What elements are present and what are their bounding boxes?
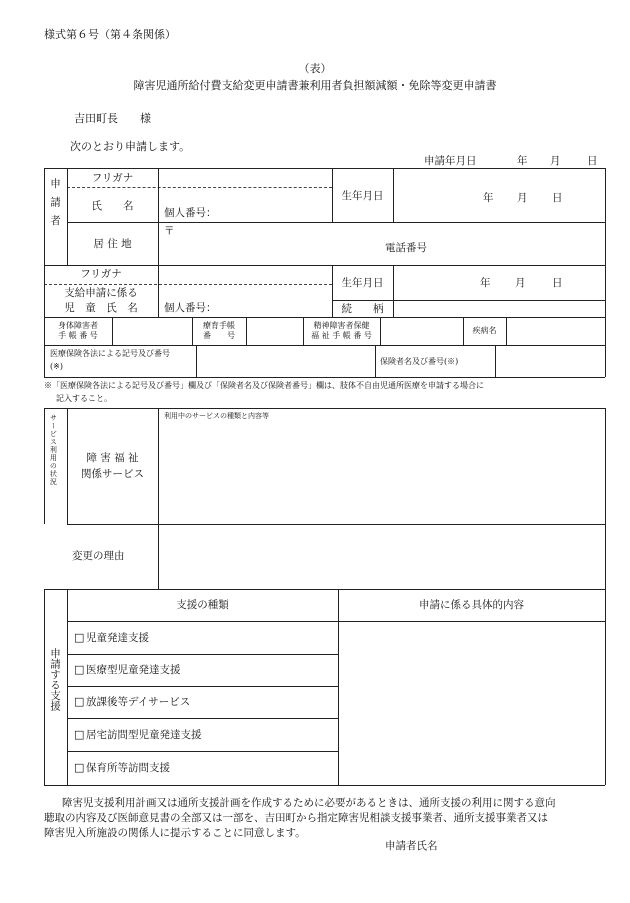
medical-insurance-field[interactable]	[197, 346, 375, 377]
support-option-label: 放課後等デイサービス	[86, 696, 191, 708]
checkbox-icon: □	[74, 695, 85, 708]
application-date-month: 月	[550, 155, 561, 167]
applicant-personal-number-label: 個人番号：	[164, 207, 217, 219]
note-line1: ※「医療保険各法による記号及び番号」欄及び「保険者名及び保険者番号」欄は、肢体不自由児通所医療を申請する場合に	[44, 381, 484, 390]
note-line2: 記入すること。	[56, 394, 112, 403]
applicant-address-field[interactable]	[158, 223, 605, 265]
support-option-label: 児童発達支援	[86, 632, 149, 644]
applicant-name-label: 氏 名	[91, 200, 134, 212]
child-furigana-field[interactable]	[158, 266, 332, 284]
addressee: 吉田町長 様	[74, 112, 151, 125]
support-group-label: 申請する支援	[49, 648, 61, 711]
support-option-hokago-day[interactable]	[68, 687, 338, 718]
current-service-field[interactable]	[159, 409, 605, 524]
applicant-dob-field[interactable]	[393, 169, 605, 222]
ryoiku-cert-label-line2: 番 号	[203, 331, 235, 340]
mental-cert-field[interactable]	[381, 318, 463, 345]
insurer-field[interactable]	[496, 346, 605, 377]
service-status-group-label: サービス利用の状況	[49, 414, 58, 486]
applicant-dob-year: 年	[483, 192, 494, 204]
checkbox-icon: □	[74, 631, 85, 644]
disease-label: 疾病名	[472, 326, 497, 335]
applicant-address-label: 居 住 地	[93, 238, 132, 250]
support-content-field[interactable]	[339, 622, 605, 785]
support-option-iryo-jido-hattatsu[interactable]	[68, 655, 338, 686]
welfare-service-label-line1: 障 害 福 祉	[86, 452, 139, 464]
applicant-phone-label: 電話番号	[385, 242, 427, 254]
signature-field[interactable]	[440, 838, 600, 854]
intro-text: 次のとおり申請します。	[70, 140, 191, 153]
applicant-furigana-field[interactable]	[158, 169, 332, 187]
physical-cert-label-line1: 身体障害者	[58, 321, 98, 330]
ryoiku-cert-label-line1: 療育手帳	[203, 321, 235, 330]
support-content-header: 申請に係る具体的内容	[419, 599, 524, 611]
consent-line2: 聴取の内容及び医師意見書の全部又は一部を、吉田町から指定障害児相談支援事業者、通所支援事業者又は	[44, 812, 548, 824]
support-option-label: 医療型児童発達支援	[86, 664, 181, 676]
support-option-label: 居宅訪問型児童発達支援	[86, 729, 202, 741]
medical-insurance-label-line2: (※)	[50, 362, 63, 371]
application-date-label: 申請年月日	[424, 155, 477, 167]
disease-field[interactable]	[507, 318, 605, 345]
mental-cert-label-line1: 精神障害者保健	[313, 321, 370, 330]
mental-cert-label-line2: 福 祉 手 帳 番 号	[311, 331, 372, 340]
child-relation-label: 続 柄	[341, 303, 384, 315]
child-dob-day: 日	[552, 277, 563, 289]
current-service-content-label: 利用中のサービスの種類と内容等	[164, 412, 269, 420]
applicant-group-label: 申請者	[49, 178, 61, 234]
consent-line3: 障害児入所施設の関係人に提示することに同意します。	[44, 827, 306, 839]
checkbox-icon: □	[74, 761, 85, 774]
support-option-hoikusho-homon[interactable]	[68, 752, 338, 785]
checkbox-icon: □	[74, 663, 85, 676]
support-type-header: 支援の種類	[176, 599, 229, 611]
form-title: 障害児通所給付費支給変更申請書兼利用者負担額減額・免除等変更申請書	[133, 79, 497, 92]
child-relation-field[interactable]	[393, 301, 605, 317]
applicant-dob-label: 生年月日	[341, 190, 384, 202]
form-number: 様式第６号（第４条関係）	[44, 28, 176, 41]
child-personal-number-label: 個人番号：	[164, 302, 217, 314]
applicant-furigana-label: フリガナ	[91, 172, 134, 184]
support-option-jido-hattatsu[interactable]	[68, 622, 338, 654]
child-dob-month: 月	[515, 277, 526, 289]
applicant-dob-day: 日	[552, 192, 563, 204]
physical-cert-label-line2: 手 帳 番 号	[58, 331, 98, 340]
signature-label: 申請者氏名	[385, 840, 438, 852]
consent-line1: 障害児支援利用計画又は通所支援計画を作成するために必要があるときは、通所支援の利用に関する意向	[62, 797, 556, 809]
support-option-label: 保育所等訪問支援	[86, 762, 170, 774]
child-name-label-line1: 支給申請に係る	[64, 287, 138, 299]
checkbox-icon: □	[74, 728, 85, 741]
medical-insurance-label-line1: 医療保険各法による記号及び番号	[50, 349, 170, 358]
change-reason-field[interactable]	[159, 525, 605, 589]
front-mark: （表）	[298, 62, 332, 75]
child-name-label-line2: 児 童 氏 名	[64, 302, 138, 314]
child-dob-year: 年	[480, 277, 491, 289]
application-date-day: 日	[587, 155, 598, 167]
change-reason-label: 変更の理由	[72, 550, 125, 562]
support-option-kyotaku-homon[interactable]	[68, 719, 338, 751]
application-date-year: 年	[517, 155, 528, 167]
applicant-dob-month: 月	[517, 192, 528, 204]
postal-mark: 〒	[164, 225, 175, 237]
ryoiku-cert-field[interactable]	[247, 318, 303, 345]
insurer-label: 保険者名及び番号(※)	[380, 357, 459, 366]
physical-cert-field[interactable]	[113, 318, 192, 345]
child-dob-field[interactable]	[393, 266, 605, 300]
child-dob-label: 生年月日	[341, 277, 384, 289]
welfare-service-label-line2: 関係サービス	[81, 468, 144, 480]
child-furigana-label: フリガナ	[80, 268, 122, 280]
